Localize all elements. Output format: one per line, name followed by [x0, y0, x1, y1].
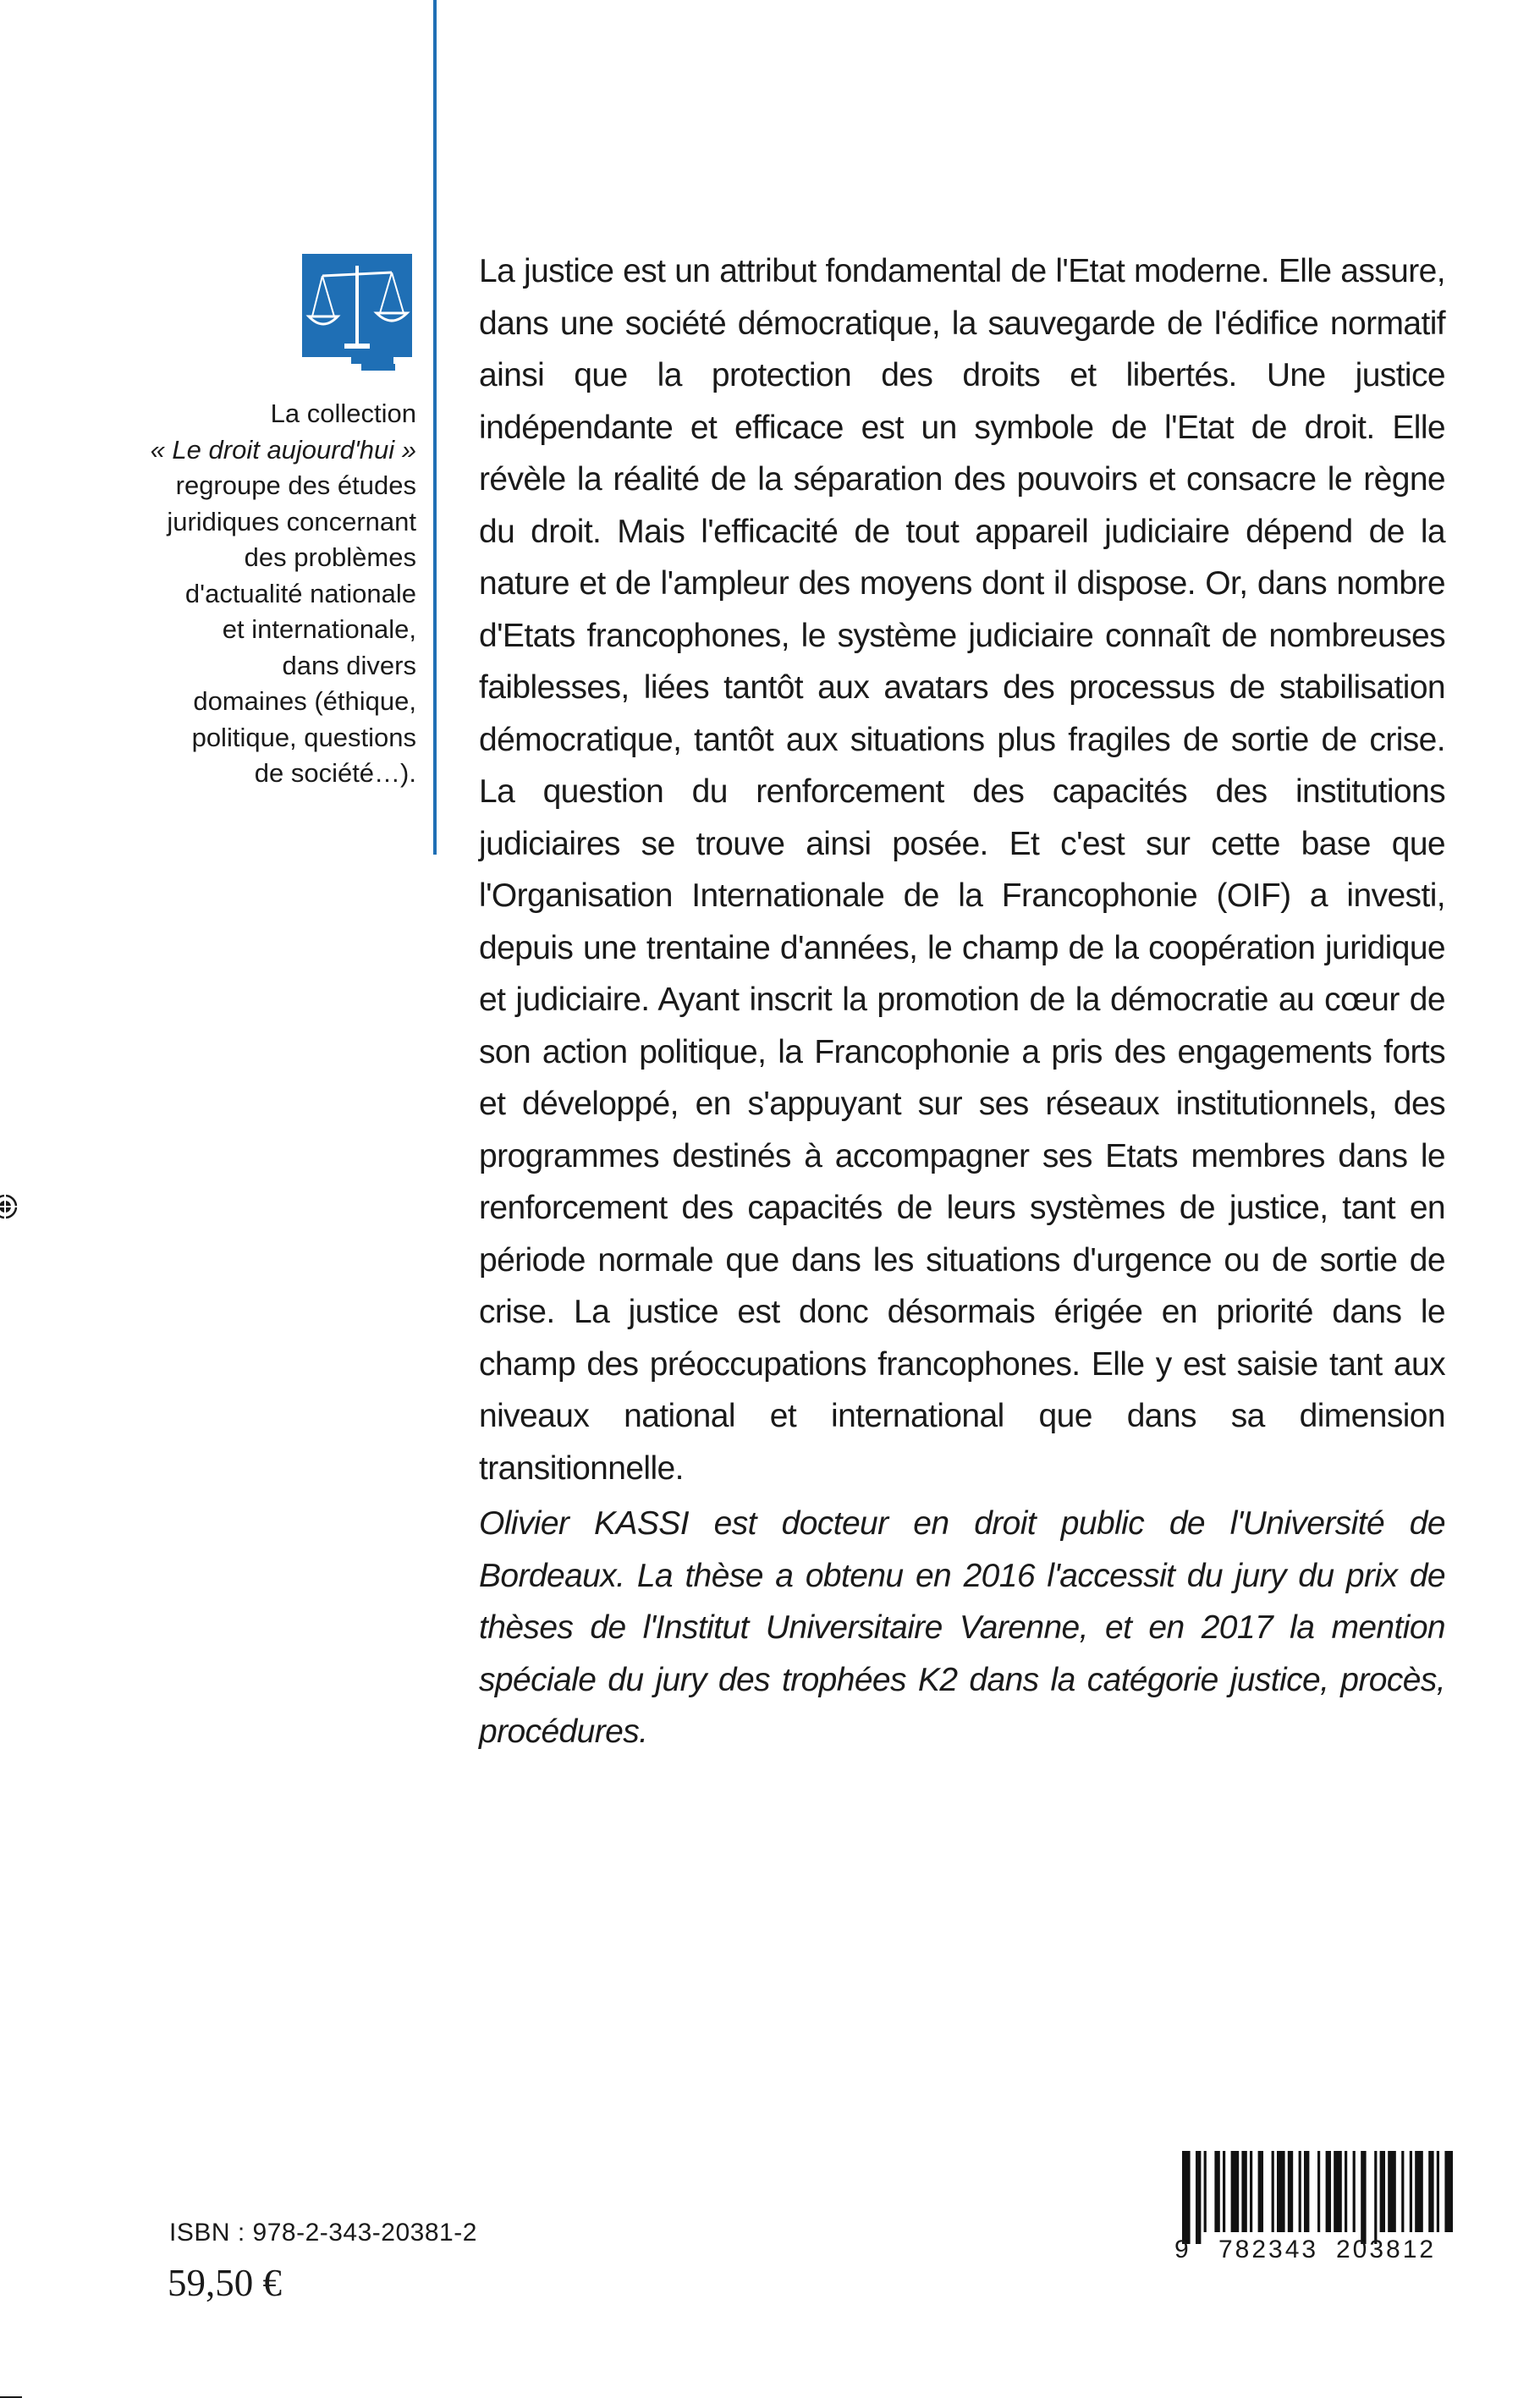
barcode-bar: [1334, 2151, 1342, 2232]
sidebar-line: d'actualité nationale: [184, 578, 416, 608]
barcode-bar: [1401, 2151, 1404, 2232]
sidebar-line: politique, questions: [191, 722, 416, 752]
barcode-left-group: 782343: [1218, 2236, 1319, 2263]
barcode-bar: [1353, 2151, 1356, 2232]
barcode-bar: [1415, 2151, 1423, 2232]
sidebar-line: dans divers: [282, 650, 416, 680]
barcode-bar: [1345, 2151, 1347, 2232]
sidebar-line-collection-name: « Le droit aujourd'hui »: [150, 434, 416, 465]
barcode-first-digit: 9: [1174, 2236, 1189, 2263]
barcode-bar: [1250, 2151, 1252, 2232]
barcode-digits: [1174, 2236, 1437, 2351]
barcode-bar: [1326, 2151, 1331, 2232]
sidebar-line: de société…).: [254, 758, 416, 788]
barcode-bar: [1214, 2151, 1219, 2232]
barcode-bar: [1299, 2151, 1301, 2232]
barcode-bar: [1241, 2151, 1246, 2232]
registration-mark-icon: [0, 1190, 22, 1224]
barcode-bar: [1277, 2151, 1285, 2232]
collection-description: [118, 396, 416, 792]
barcode-bar: [1437, 2151, 1439, 2232]
sidebar-line: juridiques concernant: [167, 506, 416, 536]
barcode-bar: [1231, 2151, 1240, 2232]
isbn-number: ISBN : 978-2-343-20381-2: [169, 2219, 477, 2247]
sidebar-line: des problèmes: [244, 542, 416, 572]
barcode-bar: [1196, 2151, 1201, 2244]
barcode-bar: [1388, 2151, 1396, 2232]
barcode-bar: [1380, 2151, 1385, 2232]
barcode-bar: [1288, 2151, 1293, 2232]
barcode-bar: [1361, 2151, 1366, 2244]
barcode-bar: [1428, 2151, 1433, 2232]
sidebar-line: regroupe des études: [175, 470, 416, 500]
sidebar-line: et internationale,: [222, 614, 416, 644]
barcode-bar: [1272, 2151, 1274, 2232]
barcode-bar: [1410, 2151, 1412, 2232]
barcode-bar: [1204, 2151, 1207, 2232]
sidebar-line: La collection: [270, 399, 416, 428]
barcode-right-group: 203812: [1336, 2236, 1437, 2263]
author-bio-paragraph: Olivier KASSI est docteur en droit public de l'Université de Bordeaux. La thèse a obtenu en 2016 l'accessit du jury du prix de thèses de l'Institut Universitaire Varenne, et en 2017 la mention spéciale du jury des trophées K2 dans la catégorie justice, procès, procédures.: [479, 1505, 1445, 1750]
scales-of-justice-icon: [302, 254, 412, 374]
book-summary-paragraph: La justice est un attribut fondamental de l'Etat moderne. Elle assure, dans une société démocratique, la sauvegarde de l'édifice normatif ainsi que la protection des droits et libertés. Une justice indépendante et efficace est un symbole de l'Etat de droit. Elle révèle la réalité de la séparation des pouvoirs et consacre le règne du droit. Mais l'efficacité de tout appareil judiciaire dépend de la nature et de l'ampleur des moyens dont il dispose. Or, dans nombre d'Etats francophones, le système judiciaire connaît de nombreuses faiblesses, liées tantôt aux avatars des processus de stabilisation démocratique, tantôt aux situations plus fragiles de sortie de crise. La question du renforcement des capacités des institutions judiciaires se trouve ainsi posée. Et c'est sur cette base que l'Organisation Internationale de la Francophonie (OIF) a investi, depuis une trentaine d'années, le champ de la coopération juridique et judiciaire. Ayant inscrit la promotion de la démocratie au cœur de son action politique, la Francophonie a pris des engagements forts et développé, en s'appuyant sur ses réseaux institutionnels, des programmes destinés à accompagner ses Etats membres dans le renforcement des capacités de leurs systèmes de justice, tant en période normale que dans les situations d'urgence ou de sortie de crise. La justice est donc désormais érigée en priorité dans le champ des préoccupations francophones. Elle y est saisie tant aux niveaux national et international que dans sa dimension transitionnelle.: [479, 253, 1445, 1487]
barcode-bar: [1304, 2151, 1309, 2232]
vertical-divider-line: [433, 0, 437, 855]
barcode-bar: [1374, 2151, 1377, 2244]
sidebar-line: domaines (éthique,: [193, 686, 416, 716]
barcode-bar: [1182, 2151, 1191, 2244]
price: 59,50 €: [168, 2262, 282, 2304]
barcode-bar: [1317, 2151, 1320, 2232]
barcode-bar: [1258, 2151, 1263, 2232]
barcode-bar: [1444, 2151, 1453, 2232]
barcode-bar: [1223, 2151, 1225, 2232]
